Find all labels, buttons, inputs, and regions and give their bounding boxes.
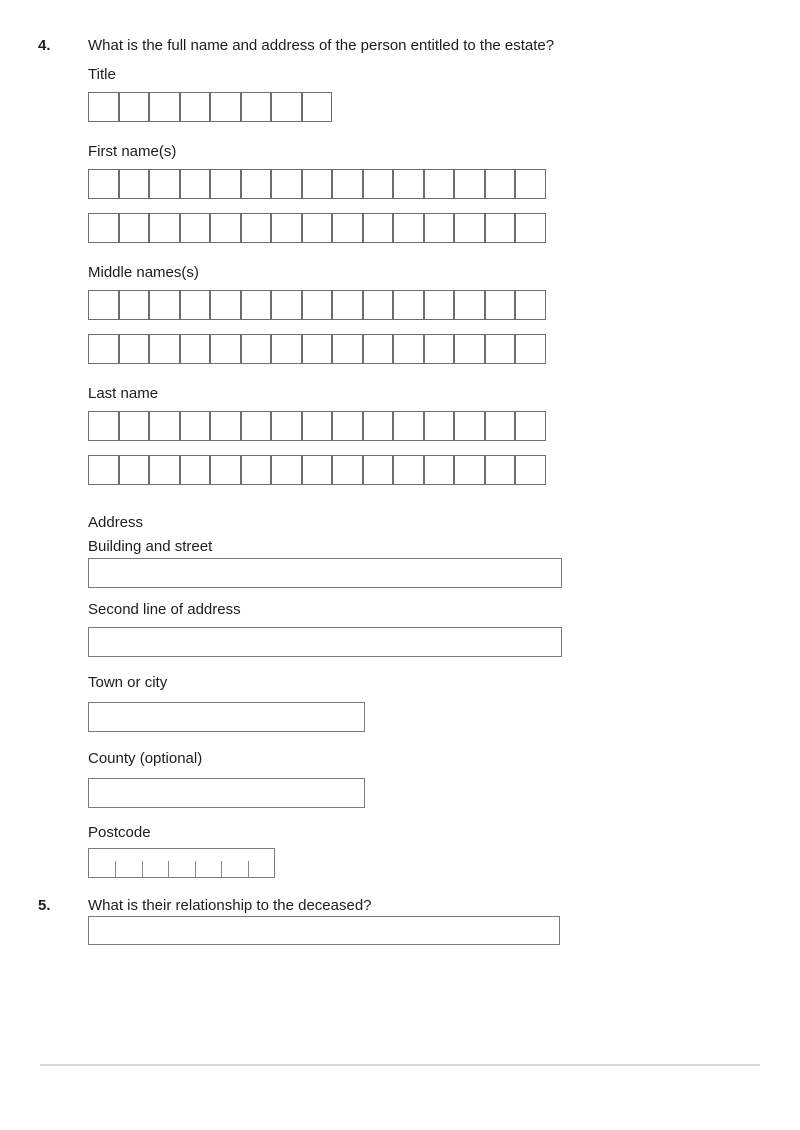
first-names-label: First name(s): [88, 143, 177, 160]
char-cell[interactable]: [302, 411, 333, 441]
char-cell[interactable]: [454, 334, 485, 364]
char-cell[interactable]: [271, 92, 302, 122]
char-cell[interactable]: [119, 169, 150, 199]
last-name-label: Last name: [88, 385, 159, 402]
char-cell[interactable]: [332, 334, 363, 364]
char-cell[interactable]: [88, 411, 119, 441]
town-city-label: Town or city: [88, 674, 168, 691]
building-street-input[interactable]: [88, 558, 562, 588]
char-cell[interactable]: [332, 169, 363, 199]
last-name-comb-row-2[interactable]: [88, 455, 800, 485]
town-city-input[interactable]: [88, 702, 365, 732]
char-cell[interactable]: [424, 334, 455, 364]
char-cell[interactable]: [119, 334, 150, 364]
char-cell[interactable]: [332, 455, 363, 485]
char-cell[interactable]: [271, 455, 302, 485]
char-cell[interactable]: [241, 455, 272, 485]
postcode-tick: [142, 861, 143, 877]
char-cell[interactable]: [302, 334, 333, 364]
title-label: Title: [88, 66, 116, 83]
char-cell[interactable]: [393, 290, 424, 320]
char-cell[interactable]: [515, 455, 546, 485]
char-cell[interactable]: [210, 213, 241, 243]
char-cell[interactable]: [332, 290, 363, 320]
char-cell[interactable]: [393, 411, 424, 441]
postcode-tick: [195, 861, 196, 877]
question-5: [0, 896, 800, 916]
char-cell[interactable]: [332, 411, 363, 441]
postcode-tick: [168, 861, 169, 877]
char-cell[interactable]: [485, 411, 516, 441]
char-cell[interactable]: [454, 290, 485, 320]
char-cell[interactable]: [241, 334, 272, 364]
question-4: [0, 36, 800, 56]
char-cell[interactable]: [241, 213, 272, 243]
char-cell[interactable]: [485, 213, 516, 243]
second-line-label: Second line of address: [88, 601, 241, 618]
char-cell[interactable]: [393, 169, 424, 199]
char-cell[interactable]: [210, 411, 241, 441]
char-cell[interactable]: [424, 213, 455, 243]
char-cell[interactable]: [180, 334, 211, 364]
char-cell[interactable]: [302, 169, 333, 199]
postcode-label: Postcode: [88, 824, 151, 841]
question-5-number: 5.: [38, 897, 51, 914]
char-cell[interactable]: [363, 169, 394, 199]
char-cell[interactable]: [210, 334, 241, 364]
char-cell[interactable]: [210, 290, 241, 320]
question-4-text: What is the full name and address of the person entitled to the estate?: [88, 37, 555, 54]
middle-names-label: Middle names(s): [88, 264, 199, 281]
postcode-tick: [221, 861, 222, 877]
char-cell[interactable]: [332, 213, 363, 243]
char-cell[interactable]: [302, 92, 333, 122]
char-cell[interactable]: [119, 455, 150, 485]
char-cell[interactable]: [271, 290, 302, 320]
char-cell[interactable]: [88, 334, 119, 364]
question-4-number: 4.: [38, 37, 51, 54]
char-cell[interactable]: [393, 334, 424, 364]
postcode-input[interactable]: [88, 848, 275, 878]
char-cell[interactable]: [271, 334, 302, 364]
char-cell[interactable]: [149, 455, 180, 485]
first-names-comb-row-2[interactable]: [88, 213, 800, 243]
char-cell[interactable]: [302, 290, 333, 320]
second-line-input[interactable]: [88, 627, 562, 657]
char-cell[interactable]: [515, 169, 546, 199]
char-cell[interactable]: [485, 290, 516, 320]
middle-names-comb-row-2[interactable]: [88, 334, 800, 364]
char-cell[interactable]: [119, 411, 150, 441]
char-cell[interactable]: [149, 169, 180, 199]
char-cell[interactable]: [180, 290, 211, 320]
char-cell[interactable]: [454, 411, 485, 441]
char-cell[interactable]: [515, 411, 546, 441]
char-cell[interactable]: [119, 213, 150, 243]
char-cell[interactable]: [424, 169, 455, 199]
char-cell[interactable]: [210, 92, 241, 122]
char-cell[interactable]: [149, 290, 180, 320]
char-cell[interactable]: [180, 169, 211, 199]
county-label: County (optional): [88, 750, 203, 767]
char-cell[interactable]: [180, 455, 211, 485]
char-cell[interactable]: [485, 169, 516, 199]
char-cell[interactable]: [363, 290, 394, 320]
title-comb-row[interactable]: [88, 92, 800, 122]
char-cell[interactable]: [88, 455, 119, 485]
char-cell[interactable]: [271, 213, 302, 243]
char-cell[interactable]: [180, 411, 211, 441]
char-cell[interactable]: [363, 334, 394, 364]
char-cell[interactable]: [393, 455, 424, 485]
char-cell[interactable]: [271, 169, 302, 199]
char-cell[interactable]: [363, 213, 394, 243]
char-cell[interactable]: [241, 290, 272, 320]
address-section-label: Address: [88, 514, 144, 531]
char-cell[interactable]: [485, 455, 516, 485]
middle-names-comb-row-1[interactable]: [88, 290, 800, 320]
char-cell[interactable]: [210, 169, 241, 199]
char-cell[interactable]: [515, 290, 546, 320]
footer-divider: [40, 1064, 760, 1066]
relationship-input[interactable]: [88, 916, 560, 945]
char-cell[interactable]: [454, 213, 485, 243]
char-cell[interactable]: [363, 411, 394, 441]
char-cell[interactable]: [454, 455, 485, 485]
char-cell[interactable]: [88, 169, 119, 199]
char-cell[interactable]: [241, 169, 272, 199]
char-cell[interactable]: [88, 213, 119, 243]
char-cell[interactable]: [424, 411, 455, 441]
char-cell[interactable]: [363, 455, 394, 485]
char-cell[interactable]: [424, 455, 455, 485]
postcode-tick: [115, 861, 116, 877]
char-cell[interactable]: [515, 334, 546, 364]
building-street-label: Building and street: [88, 538, 213, 555]
postcode-tick: [248, 861, 249, 877]
char-cell[interactable]: [149, 213, 180, 243]
char-cell[interactable]: [180, 213, 211, 243]
char-cell[interactable]: [119, 92, 150, 122]
char-cell[interactable]: [88, 92, 119, 122]
question-5-text: What is their relationship to the deceased?: [88, 897, 372, 914]
char-cell[interactable]: [454, 169, 485, 199]
char-cell[interactable]: [149, 334, 180, 364]
char-cell[interactable]: [241, 92, 272, 122]
last-name-comb-row-1[interactable]: [88, 411, 800, 441]
char-cell[interactable]: [210, 455, 241, 485]
char-cell[interactable]: [271, 411, 302, 441]
char-cell[interactable]: [515, 213, 546, 243]
char-cell[interactable]: [119, 290, 150, 320]
county-input[interactable]: [88, 778, 365, 808]
char-cell[interactable]: [149, 411, 180, 441]
char-cell[interactable]: [393, 213, 424, 243]
char-cell[interactable]: [241, 411, 272, 441]
char-cell[interactable]: [88, 290, 119, 320]
char-cell[interactable]: [149, 92, 180, 122]
first-names-comb-row-1[interactable]: [88, 169, 800, 199]
char-cell[interactable]: [485, 334, 516, 364]
char-cell[interactable]: [180, 92, 211, 122]
char-cell[interactable]: [302, 455, 333, 485]
char-cell[interactable]: [424, 290, 455, 320]
char-cell[interactable]: [302, 213, 333, 243]
